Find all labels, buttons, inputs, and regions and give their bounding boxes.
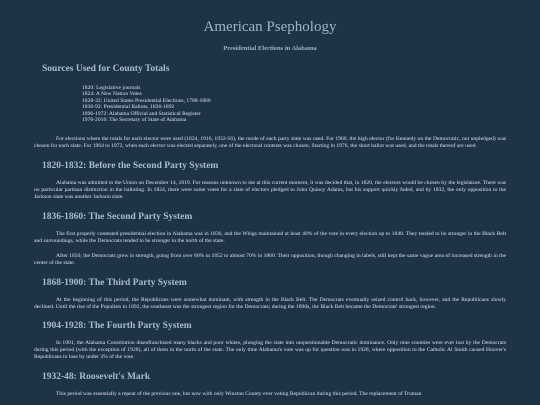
section-paragraph: Alabama was admitted to the Union on December 14, 1819. For reasons unknown to me at this current moment, it was decided that, in 1820, the electors would be chosen by the legislature. There was no particular partisan distinction in the balloting. In 1824, there were some votes for a slate of electors pledged to John Quincy Adams, but his support quickly faded, and by 1832, the only opposition to the Jackson slate was another Jackson slate. xyxy=(34,180,506,201)
source-item: 1824: A New Nation Votes xyxy=(82,91,142,98)
source-item: 1976-2016: The Secretary of State of Alabama xyxy=(82,117,187,124)
site-title: American Psephology xyxy=(203,19,337,35)
section-paragraph: This period was essentially a repeat of the previous one, but now with only Winston County ever voting Republican during this period. The replacement of Truman xyxy=(56,391,422,398)
section-paragraph: After 1850, the Democrats grew in strength, going from over 60% in 1852 to almost 70% in 1860. Their opposition, though changing in labels, still kept the same vague area of increased strength in the center of the state. xyxy=(34,252,506,266)
section-paragraph: The first properly contested presidential election in Alabama was in 1836, and the Whigs maintained at least 40% of the vote in every election up to 1848. They tended to be stronger in the Black Belt and surroundings, while the Democrats tended to be stronger in the north of the state. xyxy=(34,230,506,244)
section-heading-1904-1928: 1904-1928: The Fourth Party System xyxy=(42,321,192,332)
section-paragraph: At the beginning of this period, the Republicans were somewhat dominant, with strength in the Black Belt. The Democrats eventually seized control back, however, and the Republicans slowly declined. Until the rise of the Populists in 1892, the southeast was the strongest region for the Democrats; during the 1890s, the Black Belt became the Democrats' strongest region. xyxy=(34,296,506,310)
sources-note: For elections where the totals for each elector were used (1824, 1916, 1932-56), the mode of each party slate was used. For 1960, the high elector (for Kennedy on the Democratic, not unpledged) was chosen for each slate. For 1964 to 1972, when each elector was elected separately, one of the electoral contests was chosen. Starting in 1976, the short ballot was used, and the totals thereof are used. xyxy=(34,136,506,150)
section-heading-1836-1860: 1836-1860: The Second Party System xyxy=(42,211,193,222)
source-item: 1820: Legislative journals xyxy=(82,85,141,91)
section-heading-1932-1948: 1932-48: Roosevelt's Mark xyxy=(42,372,151,383)
section-heading-1820-1832: 1820-1832: Before the Second Party System xyxy=(42,161,219,172)
source-item: 1828-32: United States Presidential Elections, 1788-1860 xyxy=(82,97,211,104)
sources-list xyxy=(34,85,506,123)
page-subtitle: Presidential Elections in Alabama xyxy=(223,45,317,52)
section-heading-1868-1900: 1868-1900: The Third Party System xyxy=(42,277,187,288)
sources-heading: Sources Used for County Totals xyxy=(42,64,170,74)
source-item: 1836-92: Presidential Ballots, 1836-1892 xyxy=(82,104,175,111)
section-paragraph: In 1901, the Alabama Constitution disenfranchised many blacks and poor whites, plunging the state into unquestionable Democratic dominance. Only nine counties were ever lost by the Democrats during this period (with the exception of 1928), all of them in the north of the state. The only time Alabama's vote was up for question was in 1928, where opposition to the Catholic Al Smith caused Hoover's Republicans to lose by under 3% of the vote. xyxy=(34,340,506,361)
source-item: 1896-1972: Alabama Official and Statistical Register xyxy=(82,110,201,117)
